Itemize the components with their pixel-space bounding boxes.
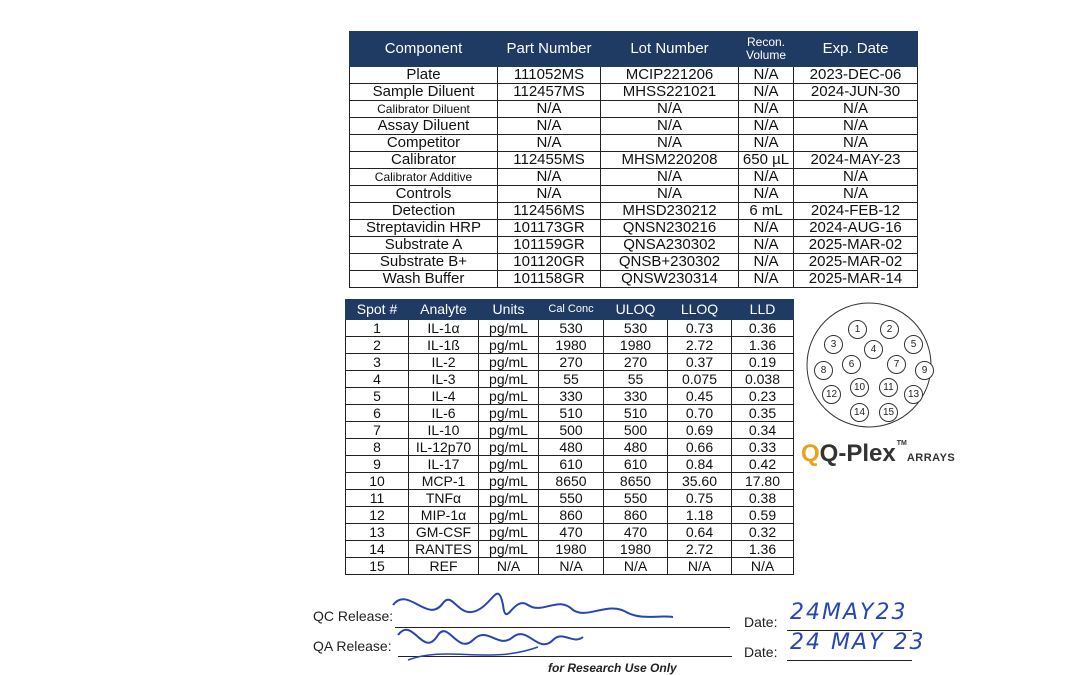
table-cell: 860 xyxy=(539,507,604,524)
table-row xyxy=(346,320,794,337)
table-cell: MHSM220208 xyxy=(601,152,739,169)
table-cell: 12 xyxy=(346,507,409,524)
table-row xyxy=(350,237,918,254)
qa-date-line xyxy=(787,660,912,661)
table-row xyxy=(346,490,794,507)
table-row xyxy=(350,152,918,169)
spots_table-header-2: Units xyxy=(479,300,539,320)
spot-circle-3: 3 xyxy=(824,335,843,354)
table-cell: 1980 xyxy=(604,337,668,354)
table-cell: 9 xyxy=(346,456,409,473)
table-cell: 470 xyxy=(604,524,668,541)
table-cell: 2.72 xyxy=(668,541,732,558)
table-row xyxy=(350,220,918,237)
qc-date-label: Date: xyxy=(744,614,778,630)
table-row xyxy=(350,84,918,101)
table-cell: IL-4 xyxy=(409,388,479,405)
table-cell: 2.72 xyxy=(668,337,732,354)
table-row xyxy=(350,118,918,135)
table-cell: 17.80 xyxy=(732,473,794,490)
table-cell: N/A xyxy=(739,254,794,271)
table-cell: GM-CSF xyxy=(409,524,479,541)
table-cell: QNSB+230302 xyxy=(601,254,739,271)
table-cell: REF xyxy=(409,558,479,575)
table-cell: 2023-DEC-06 xyxy=(794,67,918,84)
table-cell: N/A xyxy=(668,558,732,575)
table-cell: 2025-MAR-14 xyxy=(794,271,918,288)
table-cell: N/A xyxy=(794,169,918,186)
table-cell: N/A xyxy=(739,186,794,203)
table-cell: pg/mL xyxy=(479,456,539,473)
qa-date-value: 24 MAY 23 xyxy=(790,630,926,655)
table-cell: 0.19 xyxy=(732,354,794,371)
table-cell: 2025-MAR-02 xyxy=(794,237,918,254)
table-cell: TNFα xyxy=(409,490,479,507)
table-cell: pg/mL xyxy=(479,371,539,388)
spot-circle-7: 7 xyxy=(887,355,906,374)
table-cell: pg/mL xyxy=(479,320,539,337)
table-cell: 4 xyxy=(346,371,409,388)
table-cell: 3 xyxy=(346,354,409,371)
table-cell: 11 xyxy=(346,490,409,507)
table-cell: 860 xyxy=(604,507,668,524)
table-cell: 101158GR xyxy=(498,271,601,288)
table-cell: QNSW230314 xyxy=(601,271,739,288)
table-cell: N/A xyxy=(794,118,918,135)
table-cell: pg/mL xyxy=(479,337,539,354)
components-header-row xyxy=(350,32,918,67)
table-row xyxy=(350,254,918,271)
table-cell: 55 xyxy=(539,371,604,388)
table-cell: MCIP221206 xyxy=(601,67,739,84)
table-row xyxy=(350,169,918,186)
spot-circle-8: 8 xyxy=(814,361,833,380)
table-cell: 0.36 xyxy=(732,320,794,337)
table-cell: pg/mL xyxy=(479,490,539,507)
table-cell: N/A xyxy=(498,118,601,135)
table-row xyxy=(346,388,794,405)
research-use-note: for Research Use Only xyxy=(548,661,677,675)
table-cell: 112456MS xyxy=(498,203,601,220)
table-cell: 0.45 xyxy=(668,388,732,405)
table-cell: 270 xyxy=(539,354,604,371)
spot-circle-13: 13 xyxy=(904,385,923,404)
table-cell: N/A xyxy=(601,118,739,135)
table-cell: 6 xyxy=(346,405,409,422)
table-cell: IL-2 xyxy=(409,354,479,371)
table-cell: pg/mL xyxy=(479,524,539,541)
table-cell: IL-12p70 xyxy=(409,439,479,456)
table-cell: 8650 xyxy=(604,473,668,490)
table-row xyxy=(346,456,794,473)
table-cell: 2025-MAR-02 xyxy=(794,254,918,271)
table-cell: 530 xyxy=(604,320,668,337)
spot-circle-10: 10 xyxy=(850,378,869,397)
spot-circle-1: 1 xyxy=(848,320,867,339)
spot-circle-12: 12 xyxy=(822,385,841,404)
logo-main-text: Q-Plex xyxy=(819,440,896,467)
table-cell: 111052MS xyxy=(498,67,601,84)
table-cell: 1.36 xyxy=(732,337,794,354)
table-cell: 112457MS xyxy=(498,84,601,101)
table-cell: 2024-FEB-12 xyxy=(794,203,918,220)
table-cell: 610 xyxy=(604,456,668,473)
table-cell: 0.23 xyxy=(732,388,794,405)
spot-circle-5: 5 xyxy=(904,335,923,354)
components-body xyxy=(350,67,918,288)
spots_table-header-1: Analyte xyxy=(409,300,479,320)
table-cell: N/A xyxy=(498,101,601,118)
table-cell: 101173GR xyxy=(498,220,601,237)
table-cell: N/A xyxy=(739,84,794,101)
table-cell: Controls xyxy=(350,186,498,203)
table-cell: IL-10 xyxy=(409,422,479,439)
spots_table-header-5: LLOQ xyxy=(668,300,732,320)
table-row xyxy=(346,558,794,575)
table-cell: 1980 xyxy=(604,541,668,558)
table-cell: Substrate B+ xyxy=(350,254,498,271)
table-cell: N/A xyxy=(794,135,918,152)
spots-body xyxy=(346,320,794,575)
table-cell: 0.70 xyxy=(668,405,732,422)
table-cell: 0.69 xyxy=(668,422,732,439)
spot-map-diagram xyxy=(800,300,950,440)
table-cell: 0.35 xyxy=(732,405,794,422)
table-cell: 470 xyxy=(539,524,604,541)
table-cell: IL-3 xyxy=(409,371,479,388)
table-cell: 0.75 xyxy=(668,490,732,507)
table-cell: IL-17 xyxy=(409,456,479,473)
table-row xyxy=(346,439,794,456)
table-cell: 510 xyxy=(604,405,668,422)
table-cell: N/A xyxy=(539,558,604,575)
table-cell: 500 xyxy=(604,422,668,439)
table-cell: RANTES xyxy=(409,541,479,558)
table-cell: 6 mL xyxy=(739,203,794,220)
table-cell: 0.038 xyxy=(732,371,794,388)
logo-q-mark: Q xyxy=(801,440,820,467)
table-cell: 610 xyxy=(539,456,604,473)
table-cell: N/A xyxy=(732,558,794,575)
table-cell: pg/mL xyxy=(479,422,539,439)
table-cell: 101159GR xyxy=(498,237,601,254)
components_table-header-0: Component xyxy=(350,32,498,67)
table-row xyxy=(346,524,794,541)
table-cell: 330 xyxy=(604,388,668,405)
table-cell: N/A xyxy=(739,220,794,237)
table-row xyxy=(346,405,794,422)
table-cell: pg/mL xyxy=(479,405,539,422)
table-cell: N/A xyxy=(479,558,539,575)
table-cell: 15 xyxy=(346,558,409,575)
table-cell: N/A xyxy=(601,101,739,118)
table-row xyxy=(350,67,918,84)
table-cell: 650 µL xyxy=(739,152,794,169)
table-cell: 0.32 xyxy=(732,524,794,541)
table-row xyxy=(350,186,918,203)
table-cell: pg/mL xyxy=(479,507,539,524)
table-cell: 0.42 xyxy=(732,456,794,473)
table-cell: 0.34 xyxy=(732,422,794,439)
table-cell: 8650 xyxy=(539,473,604,490)
table-cell: Sample Diluent xyxy=(350,84,498,101)
qa-date-label: Date: xyxy=(744,644,778,660)
table-cell: N/A xyxy=(794,186,918,203)
spots-header-row xyxy=(346,300,794,320)
table-row xyxy=(346,371,794,388)
table-cell: N/A xyxy=(498,135,601,152)
spots_table-header-3: Cal Conc xyxy=(539,300,604,320)
table-cell: N/A xyxy=(739,67,794,84)
table-row xyxy=(346,541,794,558)
table-cell: N/A xyxy=(739,135,794,152)
table-cell: 0.075 xyxy=(668,371,732,388)
table-cell: IL-6 xyxy=(409,405,479,422)
components_table-header-4: Exp. Date xyxy=(794,32,918,67)
table-row xyxy=(346,354,794,371)
table-cell: 1.36 xyxy=(732,541,794,558)
table-cell: Substrate A xyxy=(350,237,498,254)
table-cell: 510 xyxy=(539,405,604,422)
table-cell: 55 xyxy=(604,371,668,388)
table-cell: 0.37 xyxy=(668,354,732,371)
table-cell: 1 xyxy=(346,320,409,337)
table-cell: 530 xyxy=(539,320,604,337)
table-cell: 35.60 xyxy=(668,473,732,490)
table-cell: N/A xyxy=(739,101,794,118)
table-cell: Competitor xyxy=(350,135,498,152)
table-cell: IL-1ß xyxy=(409,337,479,354)
table-cell: 14 xyxy=(346,541,409,558)
table-cell: 1.18 xyxy=(668,507,732,524)
table-row xyxy=(346,422,794,439)
table-row xyxy=(346,473,794,490)
table-row xyxy=(350,135,918,152)
table-row xyxy=(350,101,918,118)
q-plex-logo xyxy=(801,440,955,468)
table-cell: 7 xyxy=(346,422,409,439)
table-cell: pg/mL xyxy=(479,388,539,405)
components-table xyxy=(349,31,918,288)
table-cell: N/A xyxy=(604,558,668,575)
table-cell: Plate xyxy=(350,67,498,84)
table-cell: Streptavidin HRP xyxy=(350,220,498,237)
table-cell: N/A xyxy=(739,169,794,186)
table-cell: MHSD230212 xyxy=(601,203,739,220)
table-cell: 500 xyxy=(539,422,604,439)
table-row xyxy=(350,271,918,288)
table-row xyxy=(346,507,794,524)
handwritten-signatures xyxy=(388,575,688,675)
table-cell: 0.33 xyxy=(732,439,794,456)
table-cell: 101120GR xyxy=(498,254,601,271)
table-cell: QNSN230216 xyxy=(601,220,739,237)
qa-release-label: QA Release: xyxy=(313,638,392,654)
components_table-header-3: Recon. Volume xyxy=(739,32,794,67)
table-cell: 5 xyxy=(346,388,409,405)
spot-circle-2: 2 xyxy=(880,320,899,339)
spot-circle-6: 6 xyxy=(842,355,861,374)
table-row xyxy=(346,337,794,354)
table-cell: 112455MS xyxy=(498,152,601,169)
table-cell: 2 xyxy=(346,337,409,354)
table-cell: 0.59 xyxy=(732,507,794,524)
table-cell: N/A xyxy=(601,169,739,186)
table-cell: IL-1α xyxy=(409,320,479,337)
table-cell: Assay Diluent xyxy=(350,118,498,135)
table-cell: Calibrator Diluent xyxy=(350,101,498,118)
logo-tm: TM xyxy=(896,440,907,447)
table-cell: pg/mL xyxy=(479,354,539,371)
table-cell: 0.84 xyxy=(668,456,732,473)
table-cell: 550 xyxy=(539,490,604,507)
table-cell: N/A xyxy=(601,135,739,152)
table-cell: 10 xyxy=(346,473,409,490)
logo-arrays-text: ARRAYS xyxy=(906,452,956,464)
table-cell: MIP-1α xyxy=(409,507,479,524)
table-row xyxy=(350,203,918,220)
spot-circle-14: 14 xyxy=(850,403,869,422)
table-cell: Calibrator xyxy=(350,152,498,169)
spot-circle-9: 9 xyxy=(915,361,934,380)
spot-circle-15: 15 xyxy=(879,403,898,422)
spots_table-header-4: ULOQ xyxy=(604,300,668,320)
table-cell: 13 xyxy=(346,524,409,541)
table-cell: Calibrator Additive xyxy=(350,169,498,186)
table-cell: 1980 xyxy=(539,337,604,354)
table-cell: 270 xyxy=(604,354,668,371)
table-cell: N/A xyxy=(739,118,794,135)
table-cell: N/A xyxy=(498,186,601,203)
table-cell: 8 xyxy=(346,439,409,456)
spot-circle-4: 4 xyxy=(864,340,883,359)
table-cell: N/A xyxy=(794,101,918,118)
table-cell: Wash Buffer xyxy=(350,271,498,288)
spots_table-header-6: LLD xyxy=(732,300,794,320)
table-cell: N/A xyxy=(601,186,739,203)
components_table-header-1: Part Number xyxy=(498,32,601,67)
table-cell: pg/mL xyxy=(479,439,539,456)
spots-table xyxy=(345,299,794,575)
table-cell: N/A xyxy=(739,271,794,288)
qc-release-label: QC Release: xyxy=(313,608,394,624)
table-cell: 0.66 xyxy=(668,439,732,456)
table-cell: 0.64 xyxy=(668,524,732,541)
qc-date-value: 24MAY23 xyxy=(790,600,908,625)
table-cell: Detection xyxy=(350,203,498,220)
table-cell: 480 xyxy=(539,439,604,456)
table-cell: 550 xyxy=(604,490,668,507)
table-cell: N/A xyxy=(498,169,601,186)
table-cell: 1980 xyxy=(539,541,604,558)
components_table-header-2: Lot Number xyxy=(601,32,739,67)
table-cell: 2024-AUG-16 xyxy=(794,220,918,237)
table-cell: 0.73 xyxy=(668,320,732,337)
table-cell: QNSA230302 xyxy=(601,237,739,254)
table-cell: 330 xyxy=(539,388,604,405)
spots_table-header-0: Spot # xyxy=(346,300,409,320)
table-cell: pg/mL xyxy=(479,541,539,558)
table-cell: pg/mL xyxy=(479,473,539,490)
table-cell: MCP-1 xyxy=(409,473,479,490)
table-cell: N/A xyxy=(739,237,794,254)
table-cell: 480 xyxy=(604,439,668,456)
table-cell: MHSS221021 xyxy=(601,84,739,101)
table-cell: 2024-JUN-30 xyxy=(794,84,918,101)
spot-circle-11: 11 xyxy=(879,378,898,397)
table-cell: 0.38 xyxy=(732,490,794,507)
table-cell: 2024-MAY-23 xyxy=(794,152,918,169)
